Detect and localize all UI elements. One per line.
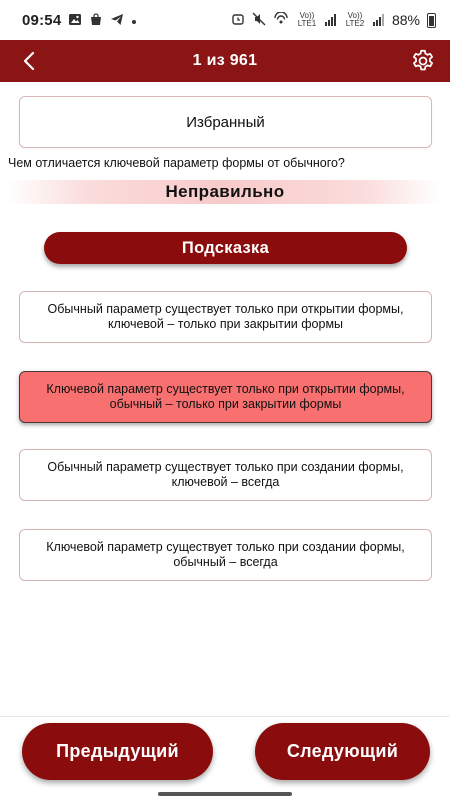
status-right [231, 12, 436, 28]
settings-button[interactable] [408, 46, 438, 76]
hint-button[interactable] [44, 232, 407, 264]
signal-icon [325, 13, 337, 28]
result-text: Неправильно [165, 182, 285, 201]
network-label-1: Vo)) LTE1 [297, 11, 317, 28]
alarm-icon [231, 12, 245, 28]
answer-text: Ключевой параметр существует только при создании формы, обычный – всегда [46, 540, 405, 569]
next-label: Следующий [286, 741, 399, 761]
hint-label: Подсказка [181, 238, 270, 257]
status-bar [0, 0, 450, 40]
answer-option-3[interactable] [19, 449, 432, 501]
answer-option-2[interactable] [19, 371, 432, 423]
question-text: Чем отличается ключевой параметр формы от обычного? [8, 156, 345, 170]
previous-label: Предыдущий [56, 741, 179, 761]
image-icon [68, 13, 82, 28]
mute-icon [252, 12, 266, 28]
battery-percent: 88% [391, 12, 420, 28]
answer-text: Ключевой параметр существует только при открытии формы, обычный – только при закрытии формы [46, 382, 405, 411]
status-left [22, 12, 137, 29]
answer-option-1[interactable] [19, 291, 432, 343]
result-banner [8, 180, 442, 204]
back-button[interactable] [16, 48, 42, 74]
favorite-button[interactable] [19, 96, 432, 148]
answer-text: Обычный параметр существует только при открытии формы, ключевой – только при закрытии формы [47, 302, 404, 331]
status-time: 09:54 [22, 11, 62, 29]
dot-icon [131, 14, 137, 27]
answer-text: Обычный параметр существует только при создании формы, ключевой – всегда [47, 460, 404, 489]
favorite-label: Избранный [186, 113, 265, 131]
shopping-bag-icon [89, 13, 103, 28]
hotspot-icon [273, 12, 289, 28]
signal-icon-2 [373, 13, 385, 28]
app-bar [0, 40, 450, 82]
answer-option-4[interactable] [19, 529, 432, 581]
page-title: 1 из 961 [192, 52, 258, 69]
network-label-2: Vo)) LTE2 [345, 11, 365, 28]
gear-icon [410, 48, 436, 74]
battery-icon [427, 13, 436, 28]
previous-button[interactable] [22, 723, 213, 780]
home-indicator[interactable] [158, 792, 292, 796]
telegram-icon [110, 13, 124, 28]
next-button[interactable] [255, 723, 430, 780]
chevron-left-icon [22, 51, 36, 71]
